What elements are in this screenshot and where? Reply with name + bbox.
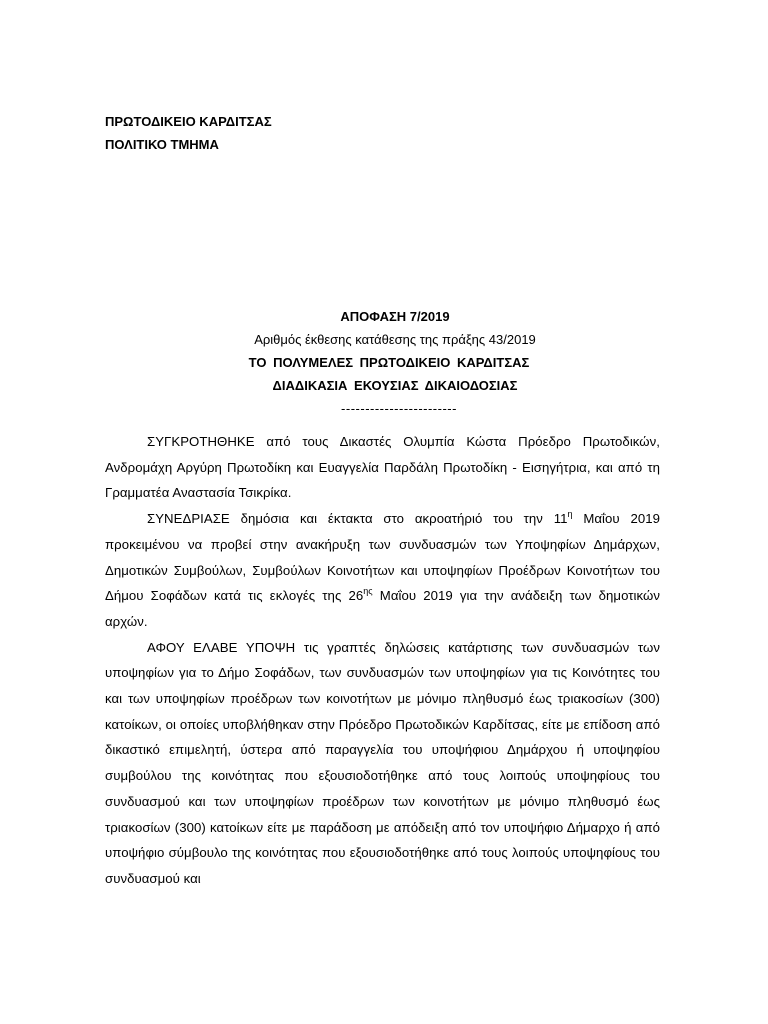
paragraph-session xyxy=(105,506,660,635)
court-header xyxy=(105,110,272,156)
paragraph-composition: ΣΥΓΚΡΟΤΗΘΗΚΕ από τους Δικαστές Ολυμπία Κώστα Πρόεδρο Πρωτοδικών, Ανδρομάχη Αργύρη Πρωτοδίκη και Ευαγγελία Παρδάλη Πρωτοδίκη - Εισηγήτρια, και από τη Γραμματέα Αναστασία Τσικρίκα. xyxy=(105,434,660,501)
ordinal-suffix: ης xyxy=(363,586,373,597)
proceeding-type: ΔΙΑΔΙΚΑΣΙΑ ΕΚΟΥΣΙΑΣ ΔΙΚΑΙΟΔΟΣΙΑΣ xyxy=(272,378,518,393)
document-body xyxy=(105,429,660,892)
ordinal-suffix: η xyxy=(567,509,573,520)
paragraph-considered: ΑΦΟΥ ΕΛΑΒΕ ΥΠΟΨΗ τις γραπτές δηλώσεις κατάρτισης των συνδυασμών των υποψηφίων για το Δήμο Σοφάδων, των συνδυασμών των υποψηφίων για τις Κοινότητες του και των υποψηφίων προέδρων των κοινοτήτων με μόνιμο πληθυσμό έως τριακοσίων (300) κατοίκων, οι οποίες υποβλήθηκαν στην Πρόεδρο Πρωτοδικών Καρδίτσας, είτε με επίδοση από δικαστικό επιμελητή, ύστερα από παραγγελία του υποψήφιου Δημάρχου ή υποψηφίου συμβούλου της κοινότητας που εξουσιοδοτήθηκε από τους λοιπούς υποψηφίους του συνδυασμού και των υποψηφίων προέδρων των κοινοτήτων με μόνιμο πληθυσμό έως τριακοσίων (300) κατοίκων είτε με παράδοση με απόδειξη από τον υποψήφιο Δήμαρχο ή από υποψήφιο σύμβουλο της κοινότητας που εξουσιοδοτήθηκε από τους λοιπούς υποψηφίους του συνδυασμού και xyxy=(105,639,660,886)
division-title: ΠΟΛΙΤΙΚΟ ΤΜΗΜΑ xyxy=(105,137,219,152)
separator-line: ------------------------ xyxy=(341,401,457,416)
decision-title: ΑΠΟΦΑΣΗ 7/2019 xyxy=(340,309,450,324)
session-text-middle: Μαΐου 2019 προκειμένου να προβεί στην ανακήρυξη των συνδυασμών των Υποψηφίων Δημάρχων, Δημοτικών Συμβούλων, Συμβούλων Κοινοτήτων και υποψηφίων Προέδρων Κοινοτήτων του Δήμου Σοφάδων κατά τις εκλογές της 26 xyxy=(105,511,660,604)
court-name-heading: ΤΟ ΠΟΛΥΜΕΛΕΣ ΠΡΩΤΟΔΙΚΕΙΟ ΚΑΡΔΙΤΣΑΣ xyxy=(248,355,530,370)
court-title: ΠΡΩΤΟΔΙΚΕΙΟ ΚΑΡΔΙΤΣΑΣ xyxy=(105,114,272,129)
session-text-start: ΣΥΝΕΔΡΙΑΣΕ δημόσια και έκτακτα στο ακροατήριό του την 11 xyxy=(147,511,568,527)
decision-heading xyxy=(0,305,768,420)
decision-reference: Αριθμός έκθεσης κατάθεσης της πράξης 43/2019 xyxy=(254,332,536,347)
session-text-end: Μαΐου 2019 για την ανάδειξη των δημοτικών αρχών. xyxy=(105,588,660,629)
